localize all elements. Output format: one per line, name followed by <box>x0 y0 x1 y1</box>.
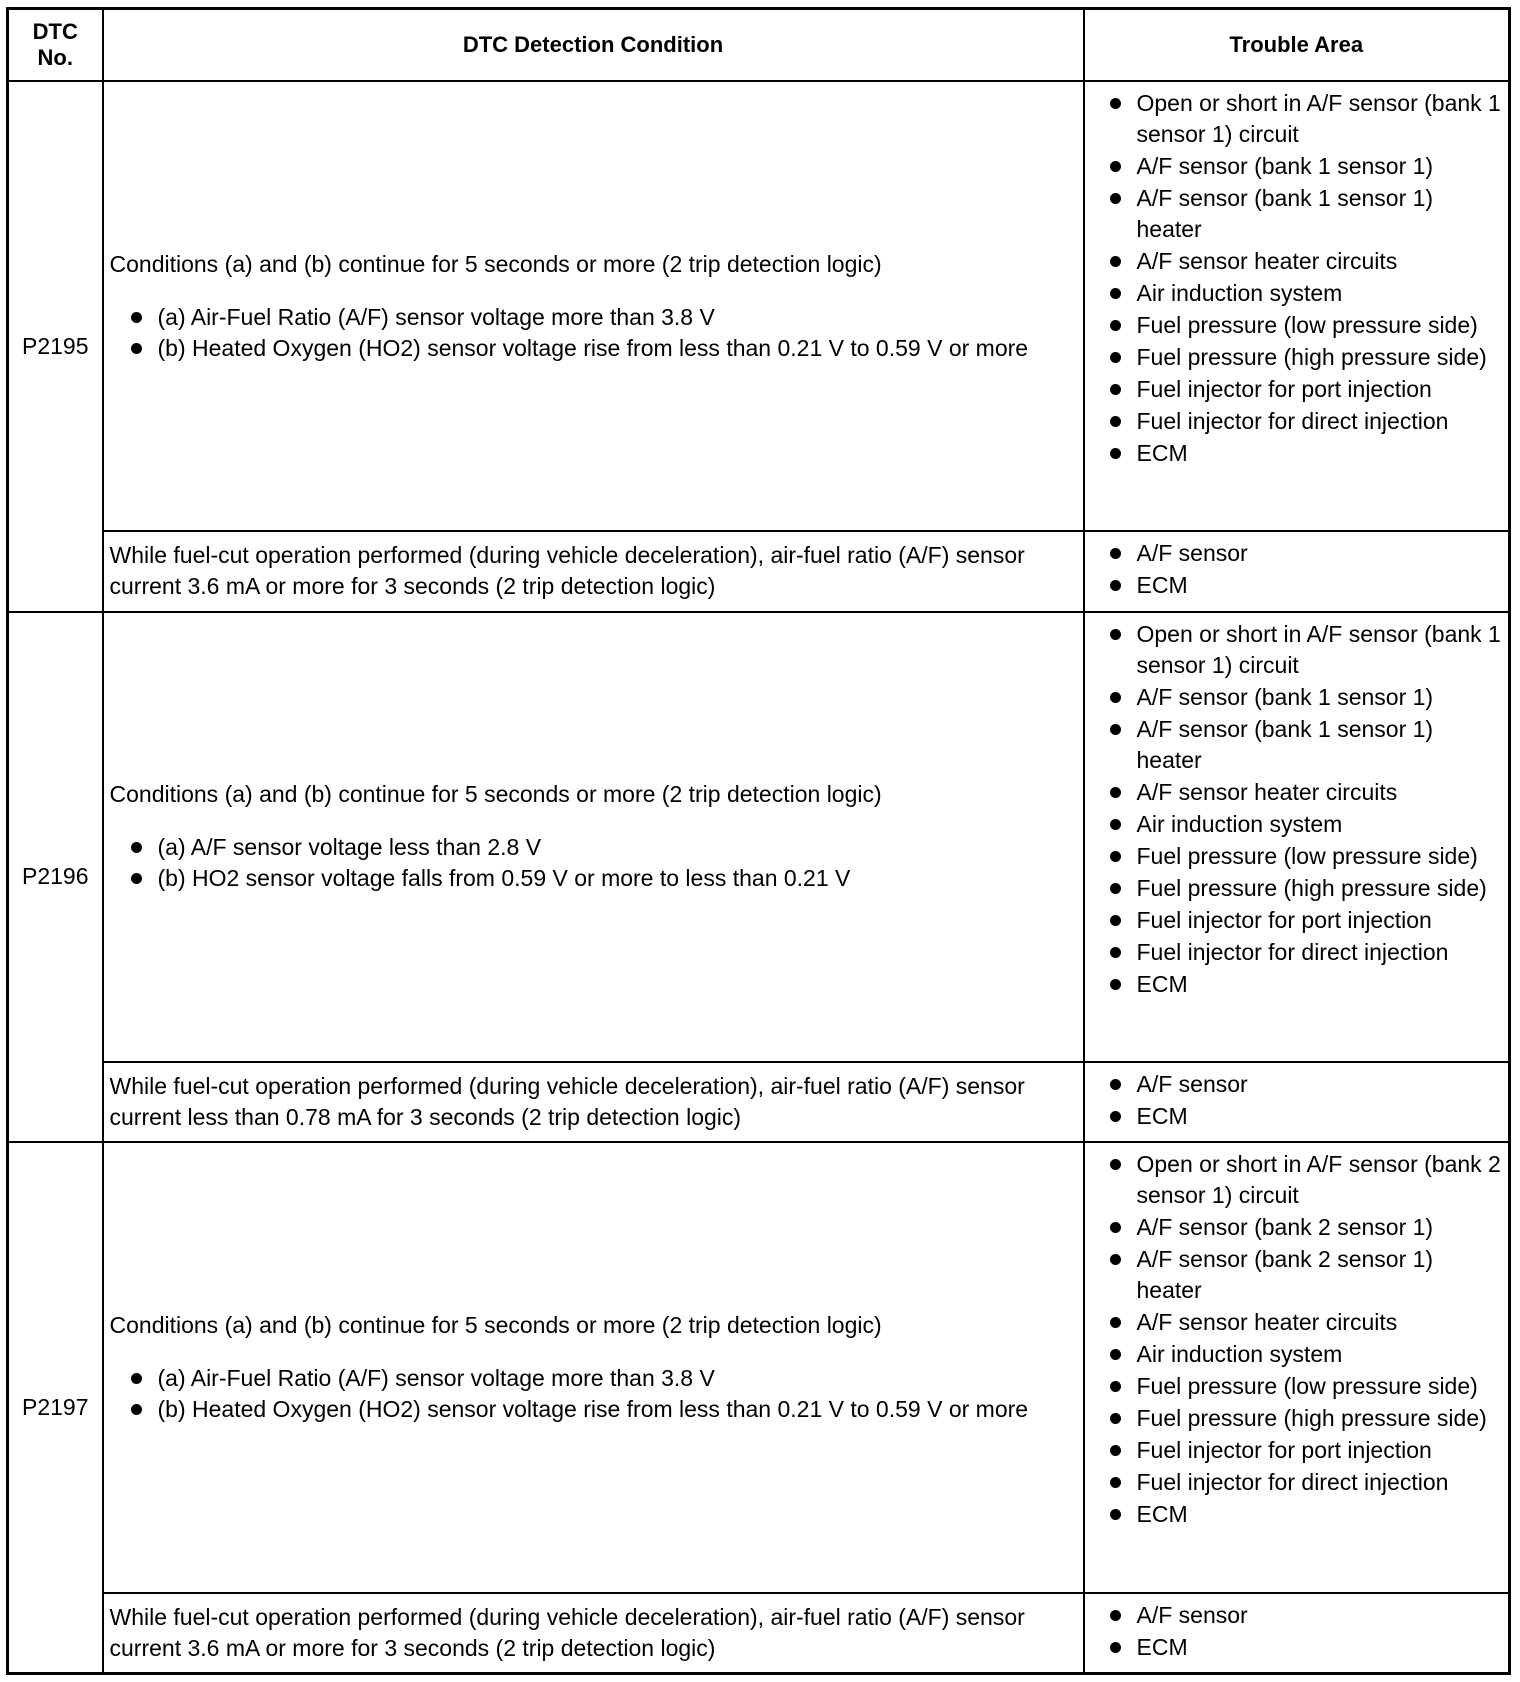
header-dtc-no: DTC No. <box>8 9 103 82</box>
condition-item: (b) Heated Oxygen (HO2) sensor voltage rise from less than 0.21 V to 0.59 V or more <box>110 333 1077 364</box>
trouble-area-item: A/F sensor <box>1089 1600 1505 1631</box>
trouble-area <box>1084 612 1510 1062</box>
trouble-area-item: Fuel pressure (high pressure side) <box>1089 1403 1505 1434</box>
trouble-area-item: A/F sensor (bank 2 sensor 1) <box>1089 1212 1505 1243</box>
trouble-area-item: Fuel injector for direct injection <box>1089 937 1505 968</box>
header-row <box>8 9 1510 82</box>
trouble-area-item: A/F sensor <box>1089 538 1505 569</box>
trouble-area-item: Open or short in A/F sensor (bank 2 sensor 1) circuit <box>1089 1149 1505 1211</box>
condition-text: While fuel-cut operation performed (during vehicle deceleration), air-fuel ratio (A/F) sensor current 3.6 mA or more for 3 seconds (2 trip detection logic) <box>109 1603 1025 1661</box>
trouble-area-item: Fuel pressure (high pressure side) <box>1089 873 1505 904</box>
dtc-number: P2197 <box>8 1142 103 1673</box>
condition-item: (b) Heated Oxygen (HO2) sensor voltage rise from less than 0.21 V to 0.59 V or more <box>110 1394 1077 1425</box>
trouble-area-item: Fuel injector for port injection <box>1089 374 1505 405</box>
condition-text: While fuel-cut operation performed (during vehicle deceleration), air-fuel ratio (A/F) sensor current 3.6 mA or more for 3 seconds (2 trip detection logic) <box>109 542 1025 600</box>
trouble-area-item: ECM <box>1089 1499 1505 1530</box>
detection-condition <box>103 1142 1084 1592</box>
trouble-area-item: ECM <box>1089 570 1505 601</box>
condition-text: Conditions (a) and (b) continue for 5 seconds or more (2 trip detection logic) <box>109 1311 882 1338</box>
trouble-area-item: ECM <box>1089 1632 1505 1663</box>
trouble-area-list <box>1089 1069 1505 1132</box>
trouble-area-item: Fuel injector for port injection <box>1089 1435 1505 1466</box>
trouble-area-list <box>1089 88 1505 469</box>
trouble-area <box>1084 81 1510 531</box>
trouble-area-item: Fuel pressure (low pressure side) <box>1089 1371 1505 1402</box>
trouble-area-item: Fuel pressure (low pressure side) <box>1089 841 1505 872</box>
trouble-area <box>1084 1593 1510 1674</box>
trouble-area-item: ECM <box>1089 438 1505 469</box>
trouble-area <box>1084 1062 1510 1142</box>
condition-item: (b) HO2 sensor voltage falls from 0.59 V or more to less than 0.21 V <box>110 863 1077 894</box>
table-row <box>8 81 1510 531</box>
trouble-area-item: A/F sensor (bank 1 sensor 1) heater <box>1089 714 1505 776</box>
trouble-area-item: A/F sensor (bank 2 sensor 1) heater <box>1089 1244 1505 1306</box>
condition-list <box>110 832 1077 894</box>
detection-condition <box>103 1593 1084 1674</box>
dtc-number: P2195 <box>8 81 103 612</box>
trouble-area-list <box>1089 1600 1505 1663</box>
table-row <box>8 1062 1510 1142</box>
trouble-area-item: ECM <box>1089 969 1505 1000</box>
trouble-area-item: Fuel injector for direct injection <box>1089 1467 1505 1498</box>
condition-text: Conditions (a) and (b) continue for 5 seconds or more (2 trip detection logic) <box>109 250 882 277</box>
trouble-area-item: Fuel pressure (high pressure side) <box>1089 342 1505 373</box>
trouble-area-item: A/F sensor (bank 1 sensor 1) <box>1089 151 1505 182</box>
header-trouble-area: Trouble Area <box>1084 9 1510 82</box>
trouble-area-item: A/F sensor <box>1089 1069 1505 1100</box>
trouble-area <box>1084 1142 1510 1592</box>
trouble-area-item: Fuel injector for port injection <box>1089 905 1505 936</box>
header-condition: DTC Detection Condition <box>103 9 1084 82</box>
trouble-area-item: Air induction system <box>1089 1339 1505 1370</box>
condition-item: (a) A/F sensor voltage less than 2.8 V <box>110 832 1077 863</box>
table-row <box>8 612 1510 1062</box>
condition-text: While fuel-cut operation performed (during vehicle deceleration), air-fuel ratio (A/F) sensor current less than 0.78 mA for 3 seconds (2 trip detection logic) <box>109 1073 1025 1131</box>
condition-list <box>110 302 1077 364</box>
table-row <box>8 531 1510 611</box>
trouble-area-item: Open or short in A/F sensor (bank 1 sensor 1) circuit <box>1089 619 1505 681</box>
condition-list <box>110 1363 1077 1425</box>
trouble-area-item: Air induction system <box>1089 809 1505 840</box>
condition-text: Conditions (a) and (b) continue for 5 seconds or more (2 trip detection logic) <box>109 781 882 808</box>
trouble-area-item: A/F sensor heater circuits <box>1089 246 1505 277</box>
trouble-area <box>1084 531 1510 611</box>
trouble-area-item: Open or short in A/F sensor (bank 1 sensor 1) circuit <box>1089 88 1505 150</box>
table-row <box>8 1142 1510 1592</box>
detection-condition <box>103 81 1084 531</box>
trouble-area-list <box>1089 619 1505 1000</box>
detection-condition <box>103 1062 1084 1142</box>
trouble-area-list <box>1089 538 1505 601</box>
dtc-number: P2196 <box>8 612 103 1143</box>
trouble-area-item: A/F sensor (bank 1 sensor 1) <box>1089 682 1505 713</box>
trouble-area-item: Air induction system <box>1089 278 1505 309</box>
trouble-area-list <box>1089 1149 1505 1530</box>
condition-item: (a) Air-Fuel Ratio (A/F) sensor voltage more than 3.8 V <box>110 1363 1077 1394</box>
dtc-table <box>6 7 1511 1675</box>
trouble-area-item: A/F sensor heater circuits <box>1089 777 1505 808</box>
table-body <box>8 81 1510 1674</box>
trouble-area-item: ECM <box>1089 1101 1505 1132</box>
trouble-area-item: Fuel pressure (low pressure side) <box>1089 310 1505 341</box>
trouble-area-item: Fuel injector for direct injection <box>1089 406 1505 437</box>
condition-item: (a) Air-Fuel Ratio (A/F) sensor voltage more than 3.8 V <box>110 302 1077 333</box>
trouble-area-item: A/F sensor heater circuits <box>1089 1307 1505 1338</box>
detection-condition <box>103 531 1084 611</box>
table-row <box>8 1593 1510 1674</box>
trouble-area-item: A/F sensor (bank 1 sensor 1) heater <box>1089 183 1505 245</box>
detection-condition <box>103 612 1084 1062</box>
dtc-document <box>6 7 1508 1675</box>
